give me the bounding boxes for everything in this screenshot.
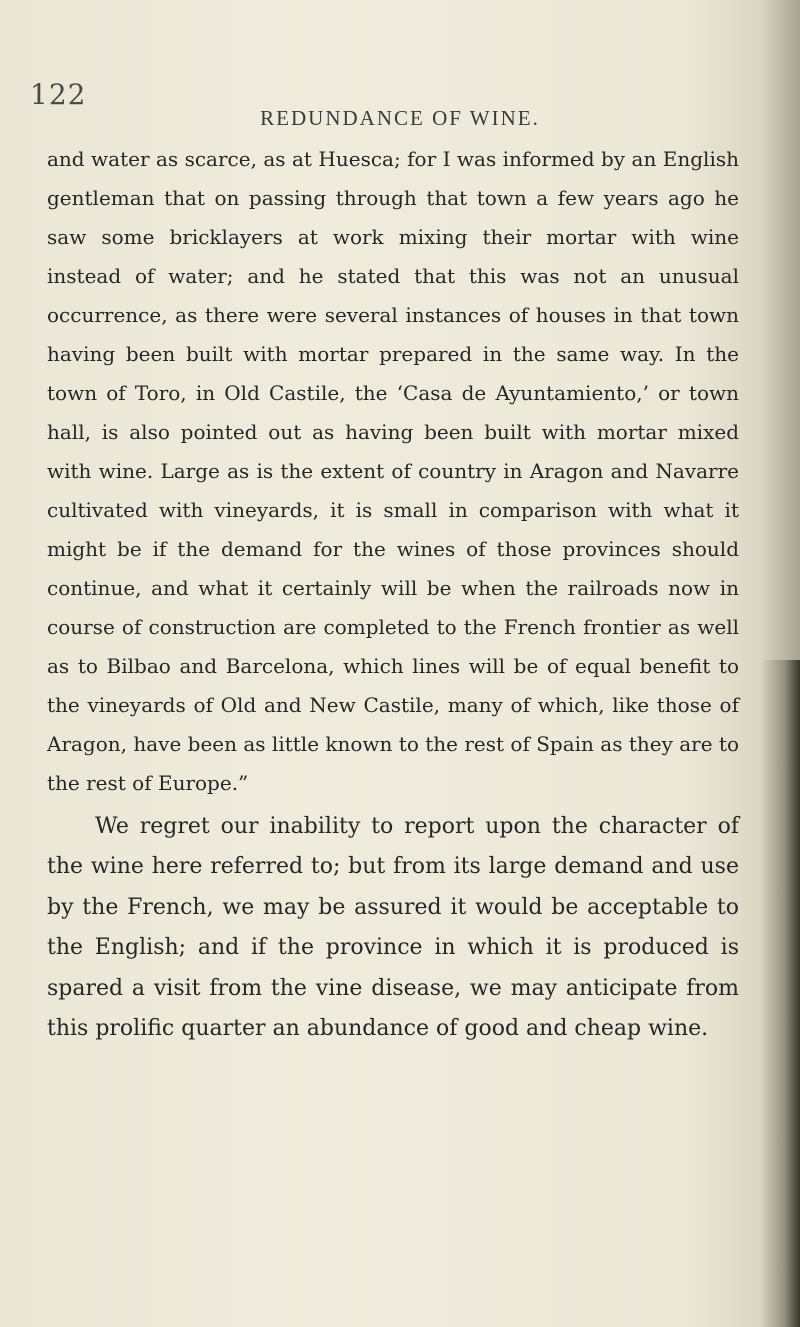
body-text [47,140,739,1049]
page-number: 122 [30,78,87,111]
running-title: REDUNDANCE OF WINE. [260,106,540,130]
paragraph-1: and water as scarce, as at Huesca; for I was informed by an English gentleman that on passing through that town a few years ago he saw some bricklayers at work mixing their mortar with wine instead of water; and he stated that this was not an unusual occurrence, as there were several instances of houses in that town having been built with mortar prepared in the same way. In the town of Toro, in Old Castile, the ‘Casa de Ayuntamiento,’ or town hall, is also pointed out as having been built with mortar mixed with wine. Large as is the extent of country in Aragon and Navarre cultivated with vineyards, it is small in comparison with what it might be if the demand for the wines of those provinces should continue, and what it certainly will be when the railroads now in course of construction are completed to the French frontier as well as to Bilbao and Barcelona, which lines will be of equal benefit to the vineyards of Old and New Castile, many of which, like those of Aragon, have been as little known to the rest of Spain as they are to the rest of Europe.” [47,147,739,795]
paragraph-2: We regret our inability to report upon the character of the wine here referred to; but from its large demand and use by the French, we may be assured it would be acceptable to the English; and if the province in which it is produced is spared a visit from the vine disease, we may anticipate from this prolific quarter an abundance of good and cheap wine. [47,814,739,1042]
page-edge-shadow [760,660,800,1327]
